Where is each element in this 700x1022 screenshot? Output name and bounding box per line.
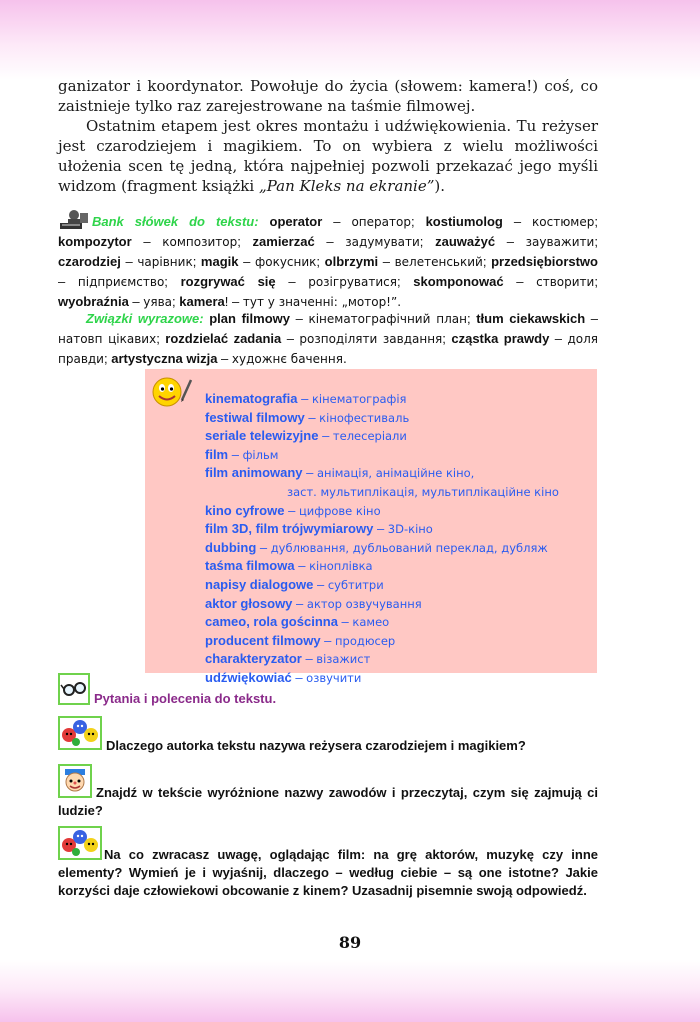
glasses-icon xyxy=(58,673,90,705)
word-bank-heading: Bank słówek do tekstu: xyxy=(92,214,259,229)
book-title: „Pan Kleks na ekranie” xyxy=(258,177,435,195)
questions-heading: Pytania i polecenia do tekstu. xyxy=(94,691,277,706)
paragraph-2: Ostatnim etapem jest okres montażu i udźwiękowienia. Tu reżyser jest czarodziejem i magikiem. To on wybiera z wielu możliwości ułożenia scen tę jedną, która najpełniej pozwoli przekazać jego myśli widzom (fragment książki „Pan Kleks na ekranie”). xyxy=(58,117,598,195)
question-1: Dlaczego autorka tekstu nazywa reżysera czarodziejem i magikiem? xyxy=(106,738,526,753)
vocab-item: cameo, rola gościnna – камео xyxy=(205,614,390,630)
word-phrases: Związki wyrazowe: plan filmowy – кінематографічний план; tłum ciekawskich – натовп цікавих; rozdzielać zadania – розподіляти завдання; cząstka prawdy – доля правди; artystyczna wizja – художнє бачення. xyxy=(58,311,598,366)
vocab-item: aktor głosowy – актор озвучування xyxy=(205,595,422,611)
body-text xyxy=(58,76,598,196)
vocab-item: producent filmowy – продюсер xyxy=(205,632,396,648)
vocab-item: film 3D, film trójwymiarowy – 3D-кіно xyxy=(205,521,433,537)
vocab-item: napisy dialogowe – субтитри xyxy=(205,576,384,592)
paragraph-1: ganizator i koordynator. Powołuje do życia (słowem: kamera!) coś, co zaistnieje tylko raz zarejestrowane na taśmie filmowej. xyxy=(58,77,598,115)
vocab-item-continuation: заст. мультиплікація, мультиплікаційне кіно xyxy=(287,484,559,499)
vocab-item: film animowany – анімація, анімаційне кіно, xyxy=(205,465,475,481)
vocab-item: charakteryzator – візажист xyxy=(205,651,371,667)
question-3: Na co zwracasz uwagę, oglądając film: na grę aktorów, muzykę czy inne elementy? Wymień je i wyjaśnij, dlaczego – według ciebie – są one istotne? Jakie korzyści daje człowiekowi obcowanie z kinem? Uzasadnij pisemnie swoją odpowiedź. xyxy=(58,847,598,898)
vocab-item: taśma filmowa – кіноплівка xyxy=(205,558,373,574)
vocab-item: festiwal filmowy – кінофестиваль xyxy=(205,409,410,425)
smiley-pencil-icon xyxy=(150,374,194,410)
colored-faces-icon xyxy=(58,716,102,750)
question-2: Znajdź w tekście wyróżnione nazwy zawodów i przeczytaj, czym się zajmują ci ludzie? xyxy=(58,785,598,818)
vocabulary-list xyxy=(205,390,559,688)
vocab-item: seriale telewizyjne – телесеріали xyxy=(205,428,407,444)
word-phrases-heading: Związki wyrazowe: xyxy=(86,311,204,326)
page-number: 89 xyxy=(338,933,362,952)
vocab-item: udźwiękowiać – озвучити xyxy=(205,669,362,685)
vocab-item: film – фільм xyxy=(205,446,279,462)
vocab-item: dubbing – дублювання, дубльований переклад, дубляж xyxy=(205,539,548,555)
word-bank: Bank słówek do tekstu: operator – оператор; kostiumolog – костюмер; kompozytor – композитор; zamierzać – задумувати; zauważyć – зауважити; czarodziej – чарівник; magik – фокусник; olbrzymi – велетенський; przedsiębiorstwo – підприємство; rozgrywać się – розігруватися; skomponować – створити; wyobraźnia – уява; kamera! – тут у значенні: „мотор!”. xyxy=(58,214,598,309)
vocab-item: kino cyfrowe – цифрове кіно xyxy=(205,502,381,518)
vocab-item: kinematografia – кінематографія xyxy=(205,391,407,406)
